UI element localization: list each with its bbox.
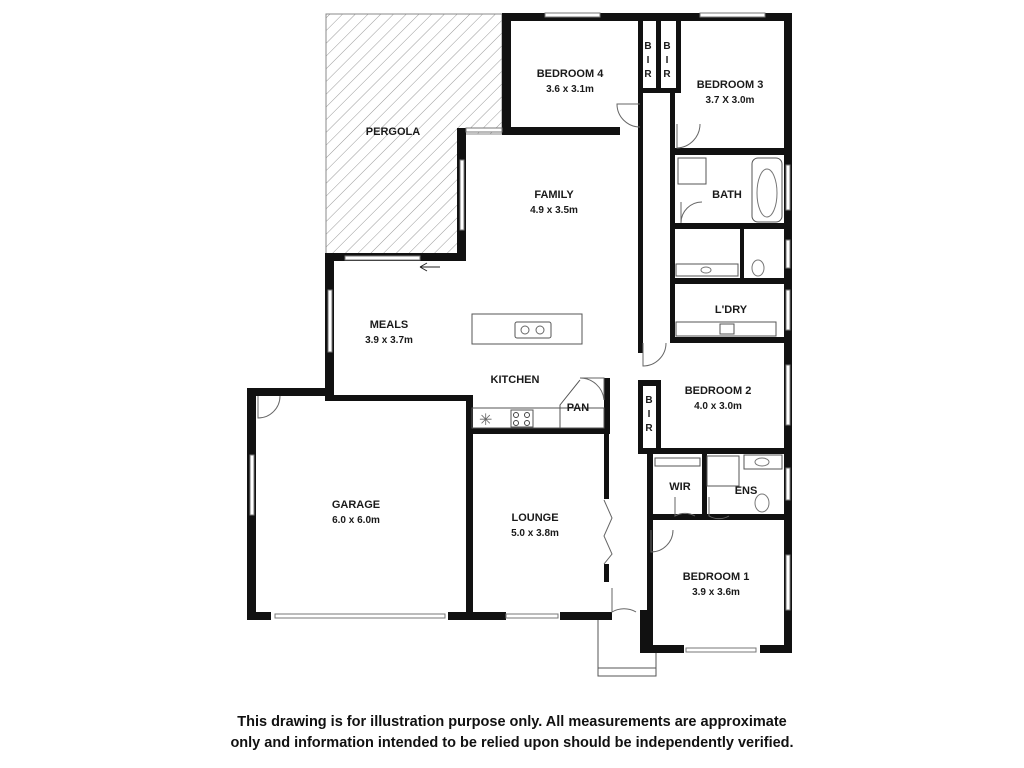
bedroom2-label: BEDROOM 2 [684, 385, 752, 397]
meals-dims: 3.9 x 3.7m [365, 335, 413, 346]
bir-b3-letter-2: I [665, 55, 669, 66]
bedroom1-label: BEDROOM 1 [682, 571, 750, 583]
pantry-label: PAN [566, 402, 590, 414]
bir-b3-letter-3: R [663, 69, 671, 80]
bir-b4-letter-3: R [644, 69, 652, 80]
garage-label: GARAGE [331, 499, 381, 511]
family-label: FAMILY [534, 189, 574, 201]
bir-b2-letter-3: R [645, 423, 653, 434]
bedroom4-dims: 3.6 x 3.1m [546, 84, 594, 95]
kitchen-label: KITCHEN [490, 374, 540, 386]
laundry-label: L'DRY [714, 304, 748, 316]
bir-b3-letter-1: B [663, 41, 671, 52]
svg-text:✳: ✳ [479, 412, 493, 429]
pergola-label: PERGOLA [365, 126, 421, 138]
meals-label: MEALS [369, 319, 409, 331]
bir-b4-letter-2: I [646, 55, 650, 66]
disclaimer [0, 712, 1024, 754]
bir-b2-letter-1: B [645, 395, 653, 406]
bedroom3-dims: 3.7 X 3.0m [705, 95, 755, 106]
bedroom1-dims: 3.9 x 3.6m [692, 587, 740, 598]
bedroom3-label: BEDROOM 3 [696, 79, 764, 91]
lounge-dims: 5.0 x 3.8m [511, 528, 559, 539]
garage-dims: 6.0 x 6.0m [332, 515, 380, 526]
bath-label: BATH [712, 189, 742, 201]
disclaimer-line-1: This drawing is for illustration purpose only. All measurements are approximate [237, 714, 787, 730]
fixtures [472, 158, 782, 676]
bir-b4-letter-1: B [644, 41, 652, 52]
bedroom2-dims: 4.0 x 3.0m [694, 401, 742, 412]
bir-b2-letter-2: I [647, 409, 651, 420]
ensuite-label: ENS [734, 485, 758, 497]
bedroom4-label: BEDROOM 4 [536, 68, 604, 80]
wir-label: WIR [669, 481, 691, 493]
disclaimer-line-2: only and information intended to be relied upon should be independently verified. [230, 735, 794, 751]
lounge-label: LOUNGE [511, 512, 559, 524]
family-dims: 4.9 x 3.5m [530, 205, 578, 216]
